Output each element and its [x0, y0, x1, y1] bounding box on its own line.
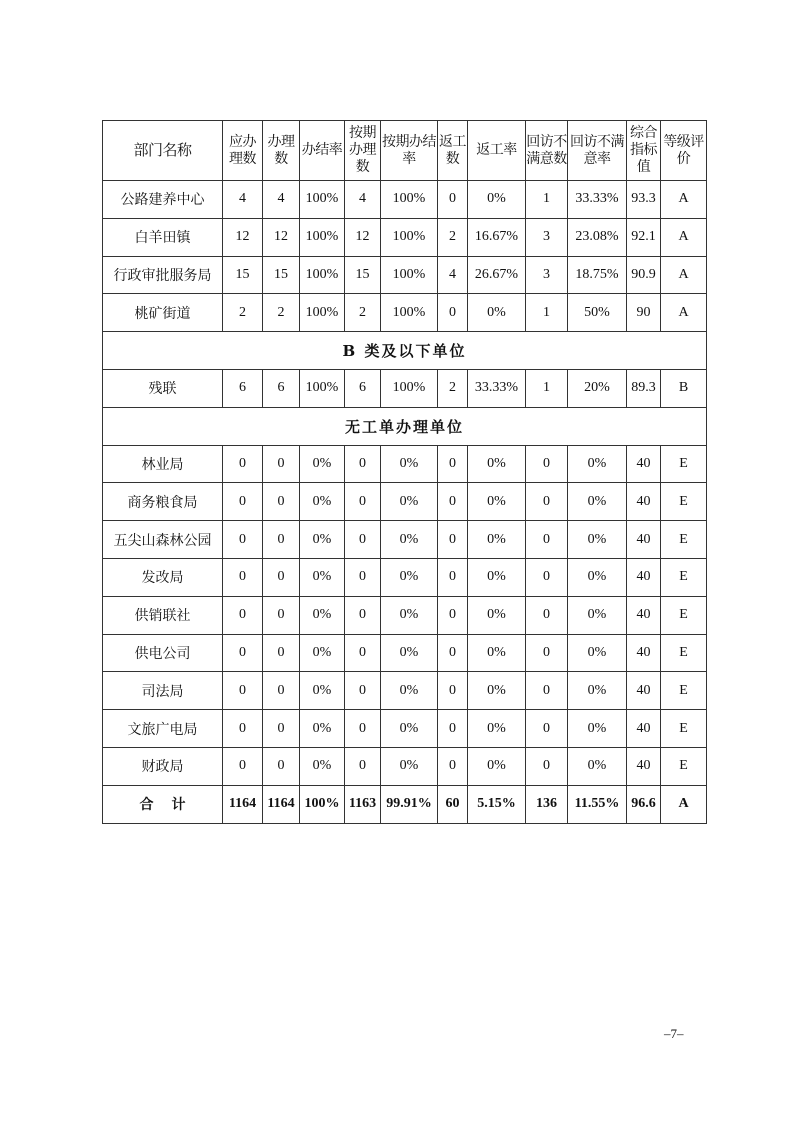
column-header: 返工数	[438, 121, 468, 181]
value-cell: 0%	[300, 521, 345, 559]
value-cell: 0	[438, 710, 468, 748]
table-row	[103, 256, 707, 294]
value-cell: E	[661, 747, 707, 785]
department-name-cell: 发改局	[103, 558, 223, 596]
total-value-cell: 136	[526, 785, 568, 823]
value-cell: 0	[345, 483, 381, 521]
table-row	[103, 672, 707, 710]
value-cell: 0	[438, 672, 468, 710]
total-label-cell: 合计	[103, 785, 223, 823]
value-cell: 0%	[381, 672, 438, 710]
table-row	[103, 634, 707, 672]
value-cell: 0	[526, 710, 568, 748]
value-cell: 40	[627, 558, 661, 596]
value-cell: 1	[526, 294, 568, 332]
value-cell: 92.1	[627, 218, 661, 256]
value-cell: 90.9	[627, 256, 661, 294]
value-cell: 40	[627, 483, 661, 521]
value-cell: 0%	[468, 521, 526, 559]
table-row	[103, 218, 707, 256]
value-cell: 2	[438, 369, 468, 407]
department-name-cell: 五尖山森林公园	[103, 521, 223, 559]
value-cell: 0	[345, 710, 381, 748]
section-title: 无工单办理单位	[103, 407, 707, 445]
value-cell: A	[661, 294, 707, 332]
value-cell: E	[661, 710, 707, 748]
value-cell: 100%	[300, 218, 345, 256]
value-cell: B	[661, 369, 707, 407]
value-cell: 0	[223, 747, 263, 785]
value-cell: 0	[345, 747, 381, 785]
column-header: 办结率	[300, 121, 345, 181]
column-header: 等级评价	[661, 121, 707, 181]
column-header: 按期办理数	[345, 121, 381, 181]
value-cell: 0	[526, 672, 568, 710]
department-name-cell: 行政审批服务局	[103, 256, 223, 294]
value-cell: 0%	[468, 483, 526, 521]
value-cell: 40	[627, 445, 661, 483]
header-row	[103, 121, 707, 181]
value-cell: 40	[627, 521, 661, 559]
value-cell: 0	[345, 672, 381, 710]
value-cell: 3	[526, 218, 568, 256]
value-cell: 0	[438, 445, 468, 483]
value-cell: E	[661, 521, 707, 559]
department-name-cell: 桃矿街道	[103, 294, 223, 332]
value-cell: 0%	[568, 596, 627, 634]
value-cell: 0	[438, 558, 468, 596]
value-cell: 6	[345, 369, 381, 407]
value-cell: 0	[223, 672, 263, 710]
value-cell: 0	[263, 747, 300, 785]
value-cell: 4	[345, 181, 381, 219]
value-cell: 16.67%	[468, 218, 526, 256]
value-cell: E	[661, 445, 707, 483]
value-cell: 0	[526, 483, 568, 521]
column-header: 应办理数	[223, 121, 263, 181]
value-cell: 0	[223, 558, 263, 596]
value-cell: 0%	[381, 445, 438, 483]
department-name-cell: 供电公司	[103, 634, 223, 672]
value-cell: A	[661, 218, 707, 256]
value-cell: 100%	[381, 181, 438, 219]
value-cell: 0%	[300, 445, 345, 483]
value-cell: 0	[223, 483, 263, 521]
value-cell: 4	[223, 181, 263, 219]
table-row	[103, 710, 707, 748]
value-cell: 0%	[468, 634, 526, 672]
total-value-cell: 100%	[300, 785, 345, 823]
department-name-cell: 财政局	[103, 747, 223, 785]
value-cell: 0	[526, 747, 568, 785]
value-cell: 0	[263, 596, 300, 634]
table-row	[103, 369, 707, 407]
total-row	[103, 785, 707, 823]
value-cell: 6	[223, 369, 263, 407]
value-cell: 100%	[300, 294, 345, 332]
value-cell: 4	[263, 181, 300, 219]
table-row	[103, 445, 707, 483]
value-cell: 0	[345, 596, 381, 634]
column-header: 部门名称	[103, 121, 223, 181]
value-cell: 0	[345, 558, 381, 596]
value-cell: E	[661, 672, 707, 710]
value-cell: 0	[223, 596, 263, 634]
section-b-header-row	[103, 332, 707, 370]
value-cell: 0	[263, 710, 300, 748]
section-title: B 类及以下单位	[103, 332, 707, 370]
value-cell: 0	[263, 445, 300, 483]
value-cell: 20%	[568, 369, 627, 407]
value-cell: 12	[345, 218, 381, 256]
value-cell: 33.33%	[468, 369, 526, 407]
table-row	[103, 294, 707, 332]
table-row	[103, 181, 707, 219]
value-cell: 0	[438, 747, 468, 785]
value-cell: 50%	[568, 294, 627, 332]
value-cell: 40	[627, 747, 661, 785]
value-cell: 0%	[381, 634, 438, 672]
value-cell: 0	[526, 558, 568, 596]
column-header: 办理数	[263, 121, 300, 181]
value-cell: 0%	[568, 521, 627, 559]
value-cell: 0%	[468, 747, 526, 785]
value-cell: 0	[438, 483, 468, 521]
value-cell: 0%	[568, 634, 627, 672]
value-cell: 100%	[300, 181, 345, 219]
value-cell: 0	[345, 521, 381, 559]
column-header: 按期办结率	[381, 121, 438, 181]
column-header: 返工率	[468, 121, 526, 181]
total-value-cell: 60	[438, 785, 468, 823]
value-cell: 0%	[468, 181, 526, 219]
value-cell: 15	[223, 256, 263, 294]
value-cell: 0%	[381, 558, 438, 596]
value-cell: A	[661, 256, 707, 294]
total-value-cell: 11.55%	[568, 785, 627, 823]
value-cell: 1	[526, 181, 568, 219]
value-cell: 0	[438, 521, 468, 559]
value-cell: 1	[526, 369, 568, 407]
value-cell: 93.3	[627, 181, 661, 219]
value-cell: 0%	[300, 596, 345, 634]
value-cell: 2	[223, 294, 263, 332]
value-cell: 0%	[300, 747, 345, 785]
value-cell: 0%	[300, 558, 345, 596]
value-cell: 40	[627, 596, 661, 634]
value-cell: 0	[223, 521, 263, 559]
value-cell: 0%	[381, 521, 438, 559]
value-cell: 0	[438, 634, 468, 672]
value-cell: 0%	[568, 747, 627, 785]
value-cell: 0	[526, 521, 568, 559]
table-row	[103, 747, 707, 785]
value-cell: E	[661, 634, 707, 672]
total-value-cell: 1163	[345, 785, 381, 823]
value-cell: 0%	[300, 672, 345, 710]
value-cell: 0%	[568, 558, 627, 596]
department-name-cell: 供销联社	[103, 596, 223, 634]
value-cell: 0%	[300, 483, 345, 521]
value-cell: 0%	[300, 710, 345, 748]
value-cell: 40	[627, 672, 661, 710]
column-header: 回访不满意数	[526, 121, 568, 181]
value-cell: 0%	[300, 634, 345, 672]
value-cell: 0%	[568, 672, 627, 710]
value-cell: 0%	[381, 710, 438, 748]
value-cell: A	[661, 181, 707, 219]
value-cell: 40	[627, 710, 661, 748]
value-cell: 0	[263, 558, 300, 596]
value-cell: 15	[345, 256, 381, 294]
table-row	[103, 521, 707, 559]
value-cell: E	[661, 483, 707, 521]
value-cell: 6	[263, 369, 300, 407]
value-cell: 0%	[468, 596, 526, 634]
value-cell: 100%	[381, 369, 438, 407]
value-cell: 0%	[468, 445, 526, 483]
table-row	[103, 596, 707, 634]
value-cell: 90	[627, 294, 661, 332]
value-cell: E	[661, 596, 707, 634]
value-cell: 12	[263, 218, 300, 256]
value-cell: 12	[223, 218, 263, 256]
total-value-cell: 1164	[263, 785, 300, 823]
value-cell: 33.33%	[568, 181, 627, 219]
value-cell: 15	[263, 256, 300, 294]
value-cell: 0	[263, 483, 300, 521]
value-cell: 18.75%	[568, 256, 627, 294]
value-cell: 100%	[300, 369, 345, 407]
value-cell: 0	[263, 634, 300, 672]
department-evaluation-table	[102, 120, 707, 824]
value-cell: 0	[263, 672, 300, 710]
value-cell: 2	[263, 294, 300, 332]
value-cell: 0	[345, 445, 381, 483]
section-no-orders-header-row	[103, 407, 707, 445]
total-value-cell: 5.15%	[468, 785, 526, 823]
value-cell: 89.3	[627, 369, 661, 407]
value-cell: 0	[223, 445, 263, 483]
table-row	[103, 483, 707, 521]
value-cell: 0%	[468, 558, 526, 596]
department-name-cell: 白羊田镇	[103, 218, 223, 256]
department-name-cell: 林业局	[103, 445, 223, 483]
value-cell: 0%	[381, 747, 438, 785]
value-cell: 0	[345, 634, 381, 672]
department-name-cell: 残联	[103, 369, 223, 407]
value-cell: 0	[263, 521, 300, 559]
value-cell: 40	[627, 634, 661, 672]
value-cell: 0	[438, 596, 468, 634]
value-cell: 100%	[381, 218, 438, 256]
value-cell: 0	[438, 294, 468, 332]
value-cell: 0	[223, 634, 263, 672]
value-cell: 3	[526, 256, 568, 294]
value-cell: 23.08%	[568, 218, 627, 256]
value-cell: 0	[438, 181, 468, 219]
total-value-cell: 1164	[223, 785, 263, 823]
department-name-cell: 文旅广电局	[103, 710, 223, 748]
value-cell: 0%	[568, 710, 627, 748]
table-row	[103, 558, 707, 596]
value-cell: 0%	[381, 483, 438, 521]
value-cell: 4	[438, 256, 468, 294]
value-cell: 26.67%	[468, 256, 526, 294]
value-cell: 0%	[381, 596, 438, 634]
total-value-cell: 96.6	[627, 785, 661, 823]
value-cell: 0%	[468, 710, 526, 748]
value-cell: 0%	[468, 672, 526, 710]
value-cell: E	[661, 558, 707, 596]
column-header: 回访不满意率	[568, 121, 627, 181]
value-cell: 0	[526, 634, 568, 672]
value-cell: 100%	[300, 256, 345, 294]
value-cell: 0%	[568, 445, 627, 483]
value-cell: 100%	[381, 256, 438, 294]
department-name-cell: 公路建养中心	[103, 181, 223, 219]
value-cell: 2	[345, 294, 381, 332]
value-cell: 100%	[381, 294, 438, 332]
value-cell: 2	[438, 218, 468, 256]
value-cell: 0	[223, 710, 263, 748]
column-header: 综合指标值	[627, 121, 661, 181]
total-value-cell: 99.91%	[381, 785, 438, 823]
value-cell: 0%	[468, 294, 526, 332]
value-cell: 0	[526, 596, 568, 634]
value-cell: 0%	[568, 483, 627, 521]
total-value-cell: A	[661, 785, 707, 823]
department-name-cell: 商务粮食局	[103, 483, 223, 521]
department-name-cell: 司法局	[103, 672, 223, 710]
value-cell: 0	[526, 445, 568, 483]
page-number: –7–	[664, 1026, 684, 1041]
